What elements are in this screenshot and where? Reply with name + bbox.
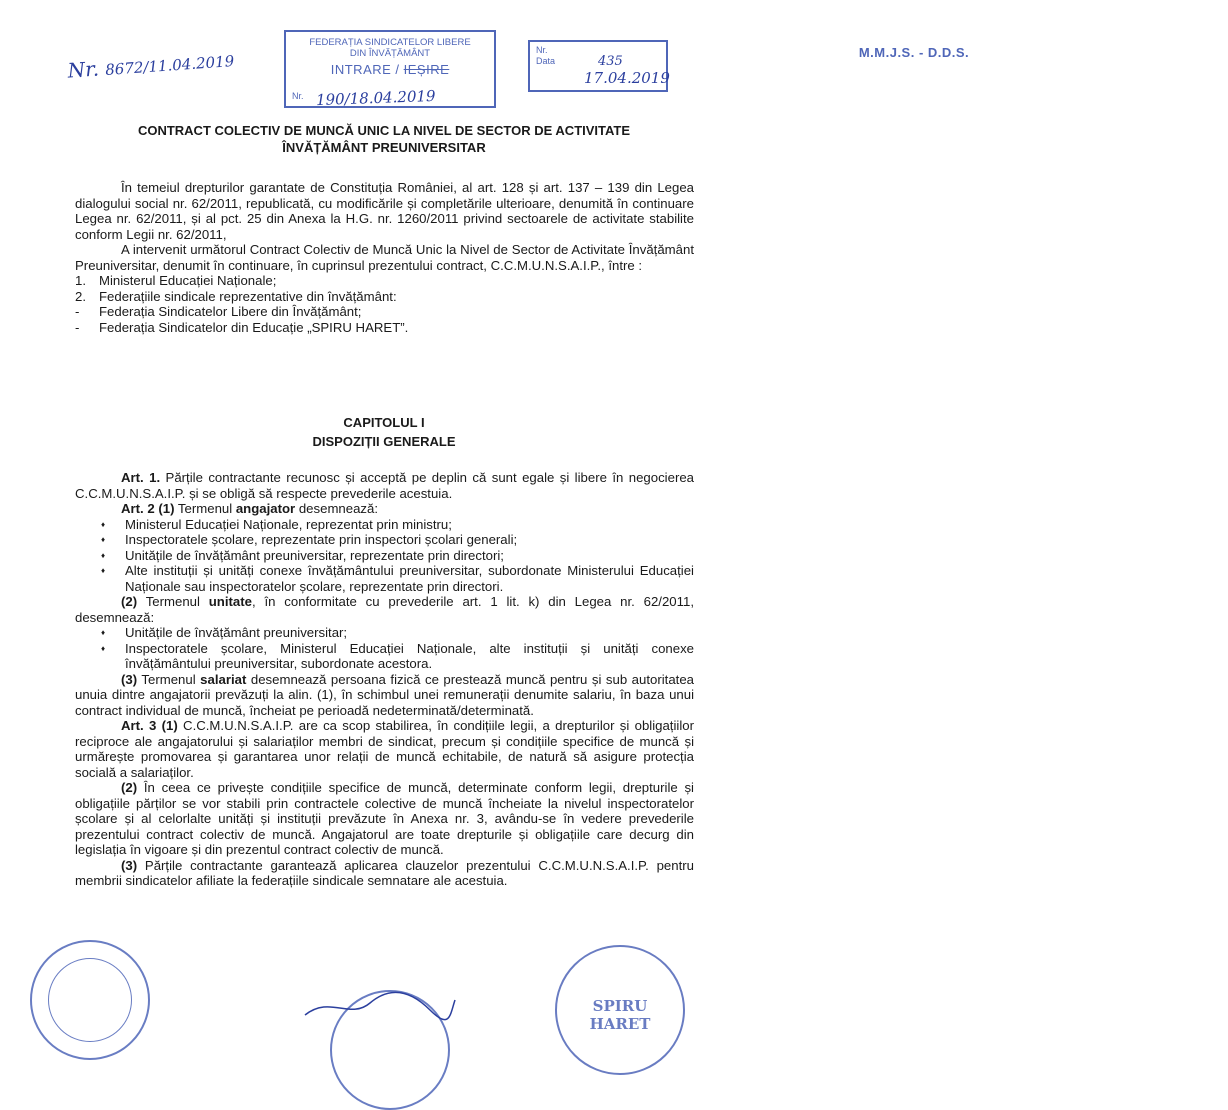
stamp-line-1: FEDERAȚIA SINDICATELOR LIBERE <box>309 37 471 48</box>
text-fragment: Termenul <box>137 594 209 609</box>
list-text: ♦ Unitățile de învățământ preuniversitar, reprezentate prin directori; <box>125 547 504 563</box>
list-text: ♦ Alte instituții și unități conexe învățământului preuniversitar, subordonate Ministerului Educației Naționale sau inspectoratelor școlare, reprezentate prin directori. <box>125 563 694 594</box>
article-3-paragraph-2 <box>75 780 694 858</box>
party-list-item <box>75 304 694 320</box>
list-item <box>75 625 694 641</box>
title-line-1: CONTRACT COLECTIV DE MUNCĂ UNIC LA NIVEL DE SECTOR DE ACTIVITATE <box>137 123 631 138</box>
mmjs-registration-stamp <box>528 40 970 92</box>
text-fragment: Termenul <box>174 501 236 516</box>
articles <box>75 470 694 889</box>
mmjs-date-label: Data <box>536 56 556 66</box>
list-text: Federația Sindicatelor Libere din Învățământ; <box>99 304 362 319</box>
list-text: Federațiile sindicale reprezentative din învățământ: <box>99 288 397 304</box>
stamp-line-2: DIN ÎNVĂȚĂMÂNT <box>349 48 431 59</box>
article-3-paragraph-3 <box>75 858 694 889</box>
stamp-intrare: INTRARE / <box>330 62 404 77</box>
stamp-nr-label: Nr. <box>292 91 304 101</box>
paragraph-label: (3) <box>121 671 138 687</box>
mmjs-nr-label: Nr. <box>536 45 548 55</box>
list-item <box>75 563 694 594</box>
list-item <box>75 517 694 533</box>
paragraph-label: (3) <box>121 857 138 873</box>
mmjs-nr-value: 435 <box>598 54 623 69</box>
list-text: ♦ Inspectoratele școlare, reprezentate prin inspectori școlari generali; <box>125 532 518 547</box>
fsli-registration-stamp <box>284 30 496 108</box>
preamble-paragraph-2: A intervenit următorul Contract Colectiv de Muncă Unic la Nivel de Sector de Activitate Învățământ Preuniversitar, denumit în continuare, în cuprinsul prezentului contract, C.C.M.U.N.S.A.I.P., între : <box>75 242 694 273</box>
chapter-name: DISPOZIȚII GENERALE <box>312 434 456 449</box>
text-fragment: Părțile contractante garantează aplicarea clauzelor prezentului C.C.M.U.N.S.A.I.P. pentru membrii sindicatelor afiliate la federațiile sindicale semnatare ale acestuia. <box>75 857 694 888</box>
text-fragment: desemnează persoana fizică ce prestează muncă pentru și sub autoritatea unuia dintre angajatorii prevăzuți la alin. (1), în schimbul unei remunerații denumite salariu, în baza unui contract individual de muncă, încheiat pe perioadă nedeterminată/determinată. <box>75 671 694 718</box>
text-fragment: desemnează: <box>295 501 379 516</box>
seal-right-text-2: HARET <box>589 1015 651 1033</box>
preamble <box>75 180 694 335</box>
text-fragment: Termenul <box>137 671 201 687</box>
article-2-paragraph-2 <box>75 594 694 625</box>
list-marker: 1. <box>75 273 86 288</box>
term-angajator: angajator <box>235 501 296 516</box>
paragraph-label: (2) <box>121 594 138 609</box>
term-salariat: salariat <box>200 671 247 687</box>
list-marker: - <box>75 304 80 319</box>
text-fragment: În ceea ce privește condițiile specifice de muncă, determinate conform legii, drepturile și obligațiile părților se vor stabili prin contractele colective de muncă încheiate la nivelul inspectoratelor școlare și al celorlalte unități și instituții prevăzute în Anexa nr. 3, avându-se în vedere prevederile prezentului contract colectiv de muncă. Angajatorul are toate drepturile și obligațiile care decurg din legislația în vigoare și din prezentul contract colectiv de muncă. <box>75 780 694 857</box>
text-fragment: C.C.M.U.N.S.A.I.P. are ca scop stabilirea, în condițiile legii, a drepturilor și obligațiilor reciproce ale angajatorului și salariaților membri de sindicat, precum și condițiile specifice de muncă și urmărește promovarea și garantarea unor relații de muncă echitabile, de natură să asigure protecția socială a salariaților. <box>75 718 694 780</box>
article-3-label: Art. 3 (1) <box>121 718 178 733</box>
list-text: ♦ Ministerul Educației Naționale, reprezentat prin ministru; <box>125 516 452 532</box>
mmjs-date-value: 17.04.2019 <box>584 69 670 87</box>
list-item <box>75 641 694 672</box>
article-2-paragraph-1 <box>75 501 694 517</box>
list-text: ♦ Inspectoratele școlare, Ministerul Educației Naționale, alte instituții și unități conexe învățământului preuniversitar, subordonate acestora. <box>125 640 694 671</box>
article-1-text: Părțile contractante recunosc și acceptă pe deplin că sunt egale și libere în negocierea C.C.M.U.N.S.A.I.P. și se obligă să respecte prevederile acestuia. <box>75 470 694 501</box>
handwritten-registration-number <box>67 45 259 98</box>
text-fragment: , în conformitate cu prevederile art. 1 lit. k) din Legea nr. 62/2011, desemnează: <box>75 594 694 625</box>
article-2-paragraph-3 <box>75 672 694 719</box>
mmjs-stamp-title: M.M.J.S. - D.D.S. <box>858 45 970 60</box>
seal-right-text: SPIRU <box>592 997 648 1015</box>
signature <box>300 985 460 1025</box>
preamble-paragraph-1: În temeiul drepturilor garantate de Constituția României, al art. 128 și art. 137 – 139 din Legea dialogului social nr. 62/2011, republicată, cu modificările și completările ulterioare, denumită în continuare Legea nr. 62/2011, și al pct. 25 din Anexa la H.G. nr. 1260/2011 privind sectoarele de activitate stabilite conform Legii nr. 62/2011, <box>75 180 694 242</box>
registration-number: 8672/11.04.2019 <box>104 52 235 79</box>
list-marker: 2. <box>75 288 86 304</box>
term-unitate: unitate <box>208 594 252 609</box>
paragraph-label: (2) <box>121 780 138 795</box>
chapter-heading <box>70 413 698 451</box>
seal-left-inner <box>48 958 132 1042</box>
article-1-label: Art. 1. <box>121 470 161 485</box>
list-text: Ministerul Educației Naționale; <box>99 273 277 288</box>
party-list-item <box>75 289 694 305</box>
stamp-nr-value: 190/18.04.2019 <box>315 86 436 110</box>
list-item <box>75 532 694 548</box>
article-2-label: Art. 2 (1) <box>121 501 175 516</box>
article-1 <box>75 470 694 501</box>
party-list-item <box>75 273 694 289</box>
document-title <box>70 122 698 156</box>
article-3-paragraph-1 <box>75 718 694 780</box>
chapter-number: CAPITOLUL I <box>343 415 425 430</box>
list-item <box>75 548 694 564</box>
title-line-2: ÎNVĂȚĂMÂNT PREUNIVERSITAR <box>282 140 486 155</box>
seal-right <box>555 945 685 1075</box>
party-list-item <box>75 320 694 336</box>
list-text: Federația Sindicatelor din Educație „SPIRU HARET”. <box>99 319 409 335</box>
registration-prefix: Nr. <box>66 56 100 83</box>
stamp-iesire: IEȘIRE <box>403 62 450 77</box>
list-marker: - <box>75 319 80 335</box>
list-text: ♦ Unitățile de învățământ preuniversitar; <box>125 625 348 640</box>
stamp-intrare-iesire <box>286 64 494 75</box>
